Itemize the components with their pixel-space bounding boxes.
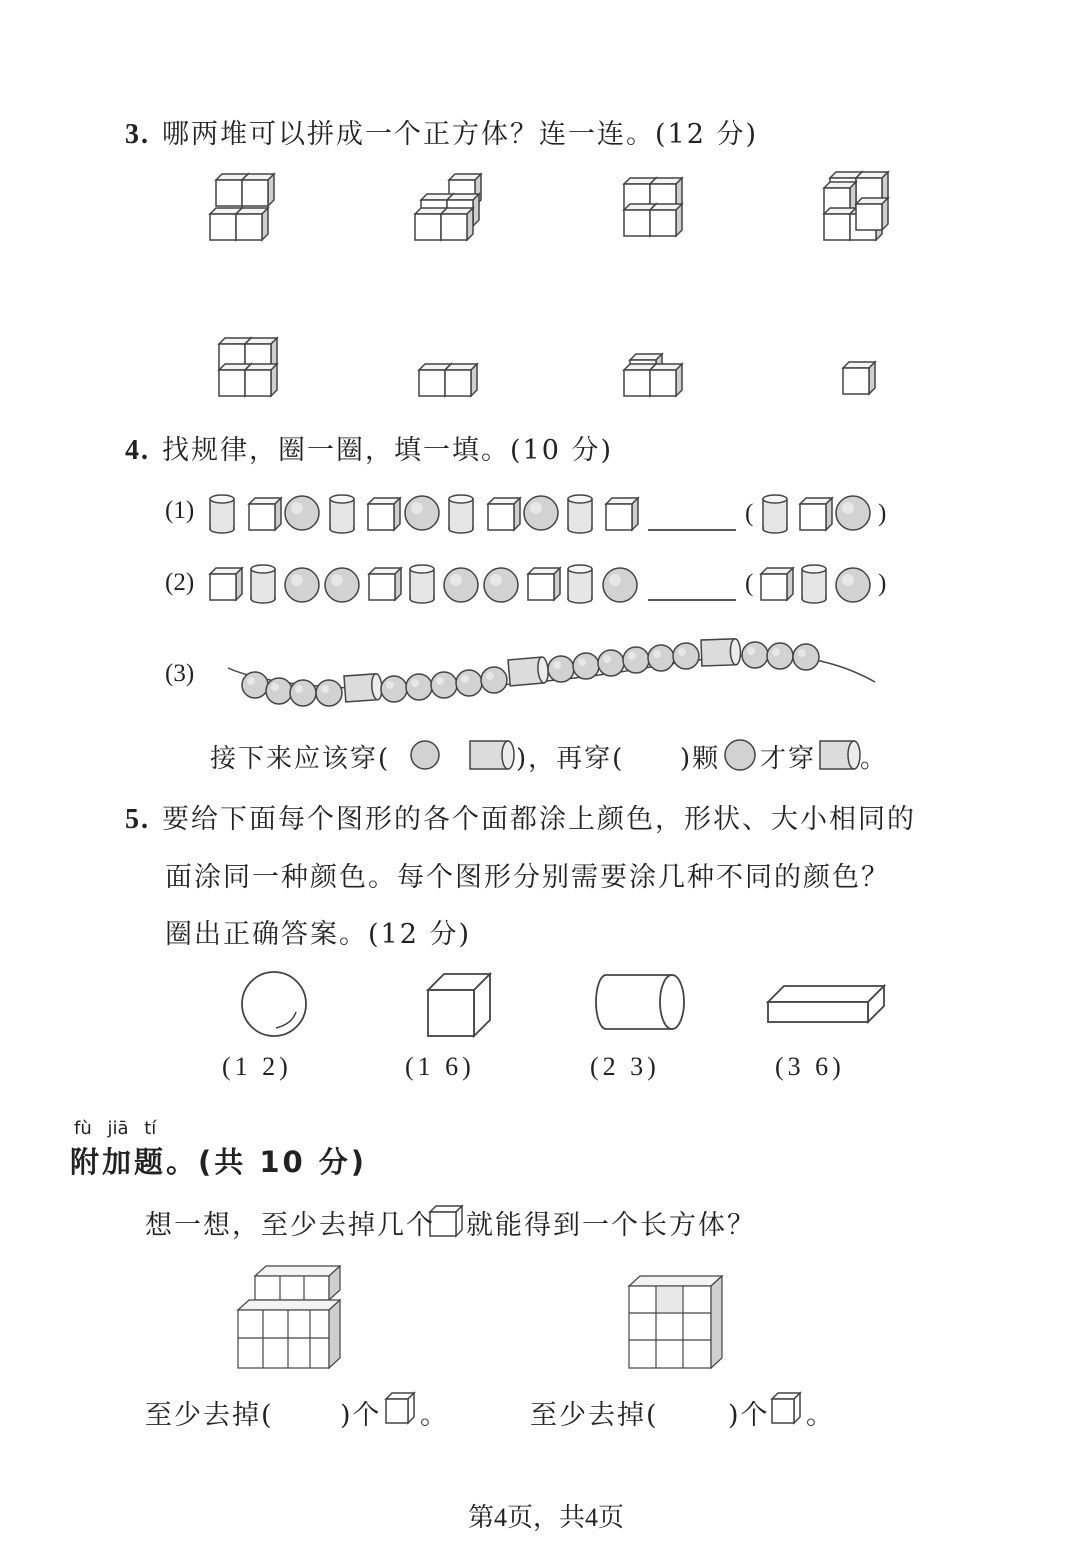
- cube-icon: [800, 498, 832, 530]
- cube-shape: [428, 974, 490, 1036]
- cylinder-icon: [449, 495, 473, 533]
- q4-heading: [125, 428, 613, 467]
- cube-icon: [488, 498, 520, 530]
- sphere-icon: [405, 496, 439, 530]
- cube-icon: [606, 498, 638, 530]
- cube-icon: [368, 498, 400, 530]
- q4-part2-label: (2): [165, 569, 195, 596]
- q4-text: 找规律，圈一圈，填一填。(10 分): [162, 435, 614, 466]
- cylinder-icon: [470, 741, 514, 769]
- cylinder-icon: [410, 565, 434, 603]
- cylinder-icon: [251, 565, 275, 603]
- cube-stack-f[interactable]: [419, 364, 477, 396]
- q4-row2-shapes: [210, 565, 870, 603]
- cube-stack-a[interactable]: [210, 174, 274, 240]
- cube-icon: [761, 568, 793, 600]
- q5-number: 5.: [125, 804, 150, 835]
- q5-line1: 5. 要给下面每个图形的各个面都涂上颜色，形状、大小相同的: [125, 804, 916, 835]
- cube-stack-h[interactable]: [843, 362, 875, 394]
- cube-stack-e[interactable]: [219, 338, 277, 396]
- sentence-part1: 接下来应该穿(: [210, 744, 391, 774]
- paren-close: ): [878, 570, 887, 597]
- sphere-icon: [725, 740, 755, 770]
- paren-open: (: [745, 500, 754, 527]
- q4-row1-shapes: [210, 495, 870, 533]
- sphere-icon: [603, 568, 637, 602]
- q5-line2: 面涂同一种颜色。每个图形分别需要涂几种不同的颜色？: [165, 862, 890, 893]
- bonus-answer-right: 至少去掉(: [530, 1400, 659, 1431]
- bonus-question-part2: 就能得到一个长方体？: [466, 1210, 756, 1241]
- bonus-stack-right: [629, 1276, 722, 1368]
- sphere-icon: [836, 568, 870, 602]
- sentence-part2: )，再穿(: [516, 744, 625, 774]
- sphere-icon: [285, 568, 319, 602]
- cube-icon: [386, 1393, 414, 1423]
- bonus-question-part1: 想一想，至少去掉几个: [145, 1210, 435, 1241]
- cuboid-shape: [768, 986, 884, 1022]
- q5-option-cube[interactable]: (1 6): [405, 1052, 475, 1081]
- bonus-pinyin: fù jiā tí: [74, 1118, 157, 1139]
- cube-icon: [249, 498, 281, 530]
- q5-option-cylinder[interactable]: (2 3): [590, 1052, 660, 1081]
- sphere-icon: [325, 568, 359, 602]
- sentence-part3: )颗: [680, 744, 721, 774]
- q4-part3-sentence: [210, 738, 390, 775]
- sphere-icon: [444, 568, 478, 602]
- cube-icon: [528, 568, 560, 600]
- sphere-icon: [411, 741, 439, 769]
- cylinder-shape: [596, 975, 684, 1029]
- cylinder-icon: [330, 495, 354, 533]
- cylinder-icon: [820, 741, 860, 769]
- cube-icon: [772, 1393, 800, 1423]
- cube-icon: [369, 568, 401, 600]
- cube-stack-d[interactable]: [824, 172, 888, 240]
- q4-number: 4.: [125, 435, 150, 466]
- q4-part1-label: (1): [165, 497, 195, 524]
- sphere-icon: [285, 496, 319, 530]
- cube-stack-b[interactable]: [415, 174, 481, 240]
- bonus-stack-left: [238, 1266, 340, 1368]
- sphere-icon: [484, 568, 518, 602]
- q3-text: 哪两堆可以拼成一个正方体？连一连。(12 分): [162, 119, 759, 150]
- cube-stack-g[interactable]: [624, 354, 682, 396]
- bonus-answer-left: 至少去掉(: [145, 1400, 274, 1431]
- bead-string: [228, 639, 875, 706]
- sphere-icon: [836, 496, 870, 530]
- bonus-title: 附加题。(共 10 分): [70, 1145, 368, 1179]
- cube-stack-c[interactable]: [624, 178, 682, 236]
- cylinder-icon: [210, 495, 234, 533]
- cylinder-icon: [802, 565, 826, 603]
- sentence-part4: 才穿: [760, 744, 817, 774]
- cylinder-icon: [568, 495, 592, 533]
- sphere-icon: [524, 496, 558, 530]
- cylinder-icon: [568, 565, 592, 603]
- page-footer: 第4页，共4页: [468, 1503, 625, 1532]
- q4-part3-label: (3): [165, 660, 195, 687]
- q5-line3: 圈出正确答案。(12 分): [165, 919, 472, 950]
- cylinder-icon: [763, 495, 787, 533]
- paren-open: (: [745, 570, 754, 597]
- q3-number: 3.: [125, 119, 150, 150]
- q5-option-sphere[interactable]: (1 2): [222, 1052, 292, 1081]
- paren-close: ): [878, 500, 887, 527]
- sphere-shape: [242, 972, 306, 1036]
- q5-option-cuboid[interactable]: (3 6): [775, 1052, 845, 1081]
- cube-icon: [210, 568, 242, 600]
- sentence-part5: 。: [860, 744, 889, 774]
